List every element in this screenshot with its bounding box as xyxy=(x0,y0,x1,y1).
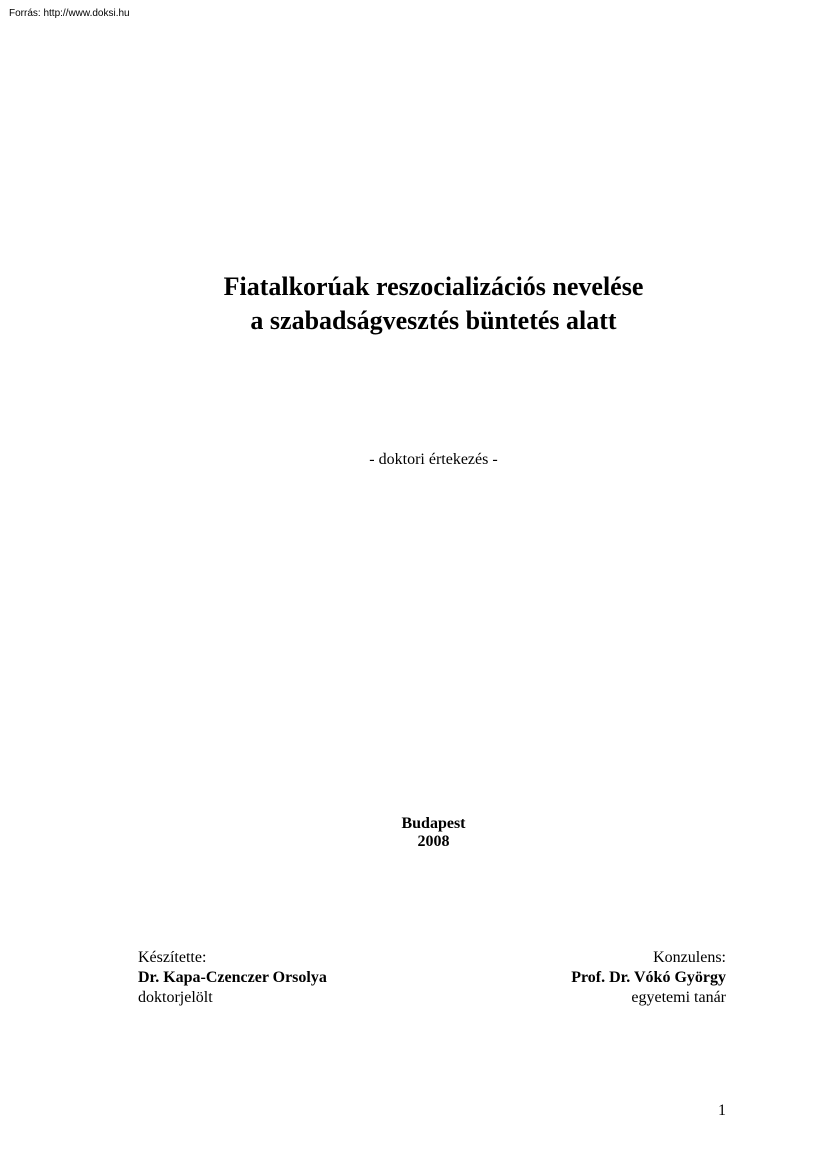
consultant-name: Prof. Dr. Vókó György xyxy=(571,969,726,986)
author-name: Dr. Kapa-Czenczer Orsolya xyxy=(138,969,327,986)
consultant-role: egyetemi tanár xyxy=(631,989,726,1006)
page-number: 1 xyxy=(718,1102,726,1119)
consultant-label: Konzulens: xyxy=(653,949,726,966)
year: 2008 xyxy=(417,833,450,850)
subtitle: - doktori értekezés - xyxy=(369,451,498,468)
author-label: Készítette: xyxy=(138,949,207,966)
author-block xyxy=(138,948,327,1008)
title-line-1: Fiatalkorúak reszocializációs nevelése xyxy=(223,272,644,301)
source-line: Forrás: http://www.doksi.hu xyxy=(9,8,130,19)
consultant-block xyxy=(571,948,726,1008)
title-line-2: a szabadságvesztés büntetés alatt xyxy=(250,306,617,335)
place: Budapest xyxy=(401,815,466,832)
author-role: doktorjelölt xyxy=(138,989,213,1006)
